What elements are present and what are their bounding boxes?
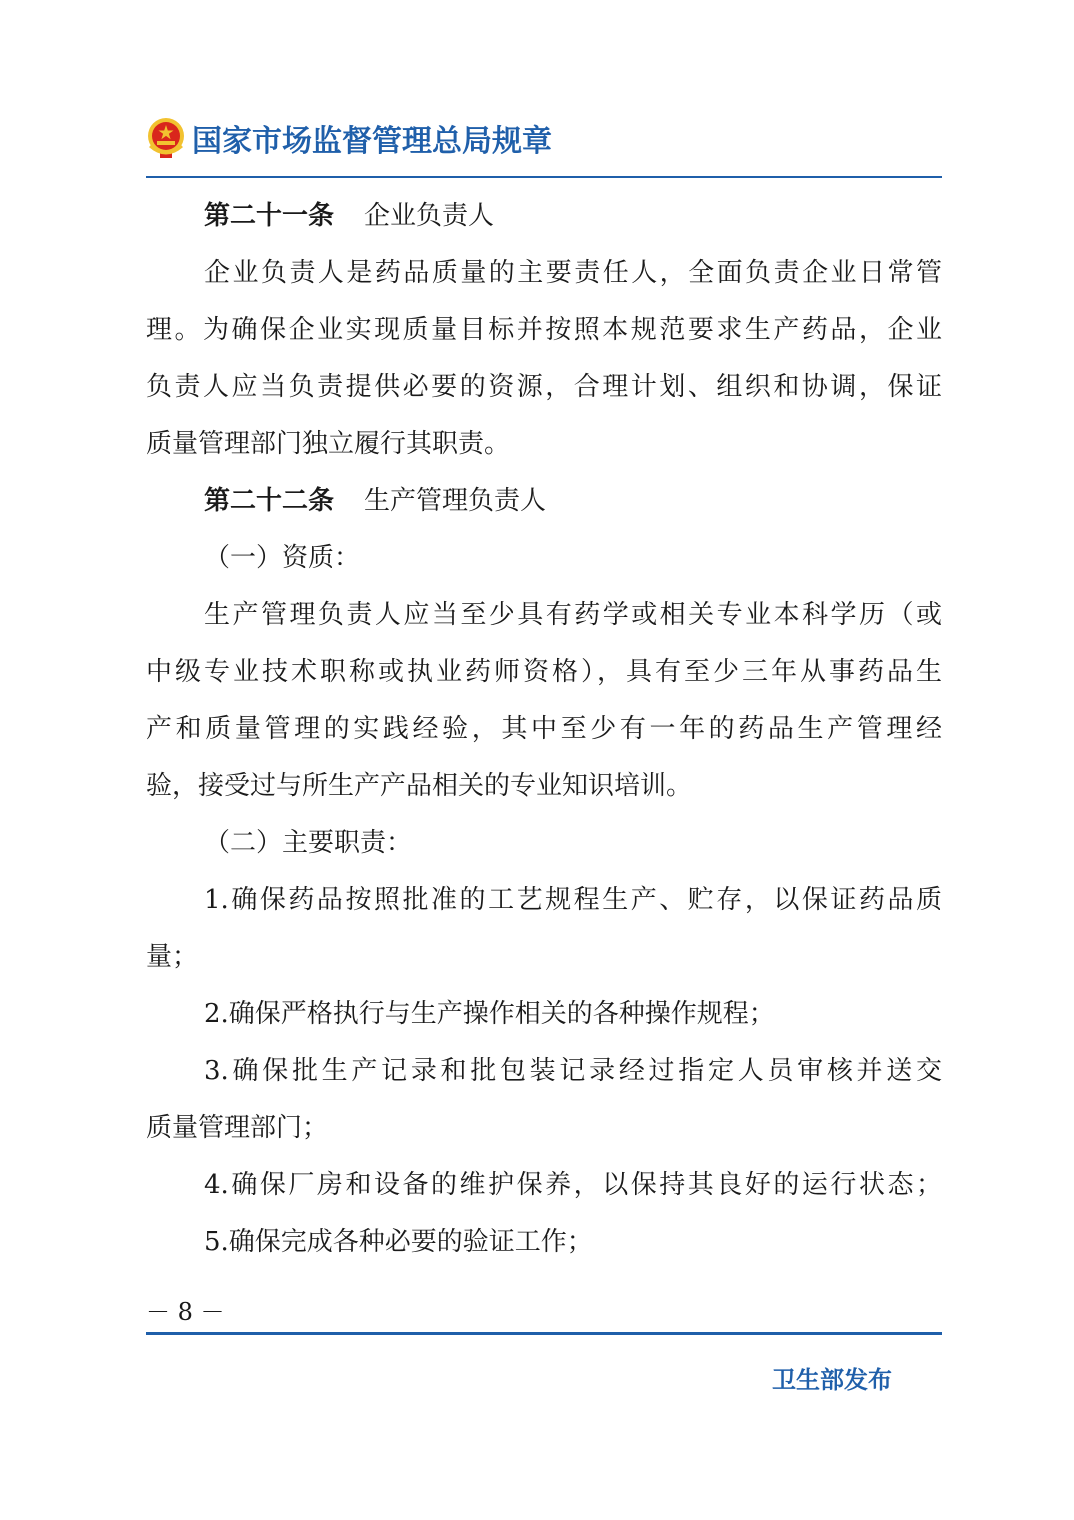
article-number: 第二十一条	[204, 201, 335, 231]
paragraph-line: 验，接受过与所生产产品相关的专业知识培训。	[146, 771, 693, 801]
paragraph-line: 中级专业技术职称或执业药师资格），具有至少三年从事药品生	[146, 657, 942, 687]
list-item-line: 2.确保严格执行与生产操作相关的各种操作规程；	[204, 999, 775, 1029]
page-number: － 8 －	[146, 1298, 225, 1326]
header-title: 国家市场监督管理总局规章	[192, 124, 552, 159]
document-body	[146, 188, 942, 1271]
list-item-line: 4.确保厂房和设备的维护保养，以保持其良好的运行状态；	[204, 1170, 942, 1200]
national-emblem-icon	[146, 116, 186, 160]
paragraph-line: 生产管理负责人应当至少具有药学或相关专业本科学历（或	[204, 600, 942, 630]
footer-divider	[146, 1332, 942, 1335]
article-number: 第二十二条	[204, 486, 335, 516]
list-item-line: 1.确保药品按照批准的工艺规程生产、贮存，以保证药品质	[204, 885, 942, 915]
list-item-line: 质量管理部门；	[146, 1113, 329, 1143]
article-subject: 企业负责人	[364, 201, 495, 231]
publisher-label: 卫生部发布	[772, 1366, 892, 1394]
document-header	[146, 112, 552, 164]
paragraph-line: 企业负责人是药品质量的主要责任人，全面负责企业日常管	[204, 258, 942, 288]
article-heading	[146, 473, 942, 530]
paragraph-line: 负责人应当负责提供必要的资源，合理计划、组织和协调，保证	[146, 372, 942, 402]
article-subject: 生产管理负责人	[364, 486, 547, 516]
header-divider	[146, 176, 942, 178]
paragraph-line: 理。为确保企业实现质量目标并按照本规范要求生产药品，企业	[146, 315, 942, 345]
list-item-line: 量；	[146, 942, 199, 972]
list-item-line: 5.确保完成各种必要的验证工作；	[204, 1227, 593, 1257]
section-title: （一）资质：	[204, 543, 361, 573]
section-title: （二）主要职责：	[204, 828, 413, 858]
paragraph-line: 质量管理部门独立履行其职责。	[146, 429, 511, 459]
list-item-line: 3.确保批生产记录和批包装记录经过指定人员审核并送交	[204, 1056, 942, 1086]
article-heading	[146, 188, 942, 245]
paragraph-line: 产和质量管理的实践经验，其中至少有一年的药品生产管理经	[146, 714, 942, 744]
